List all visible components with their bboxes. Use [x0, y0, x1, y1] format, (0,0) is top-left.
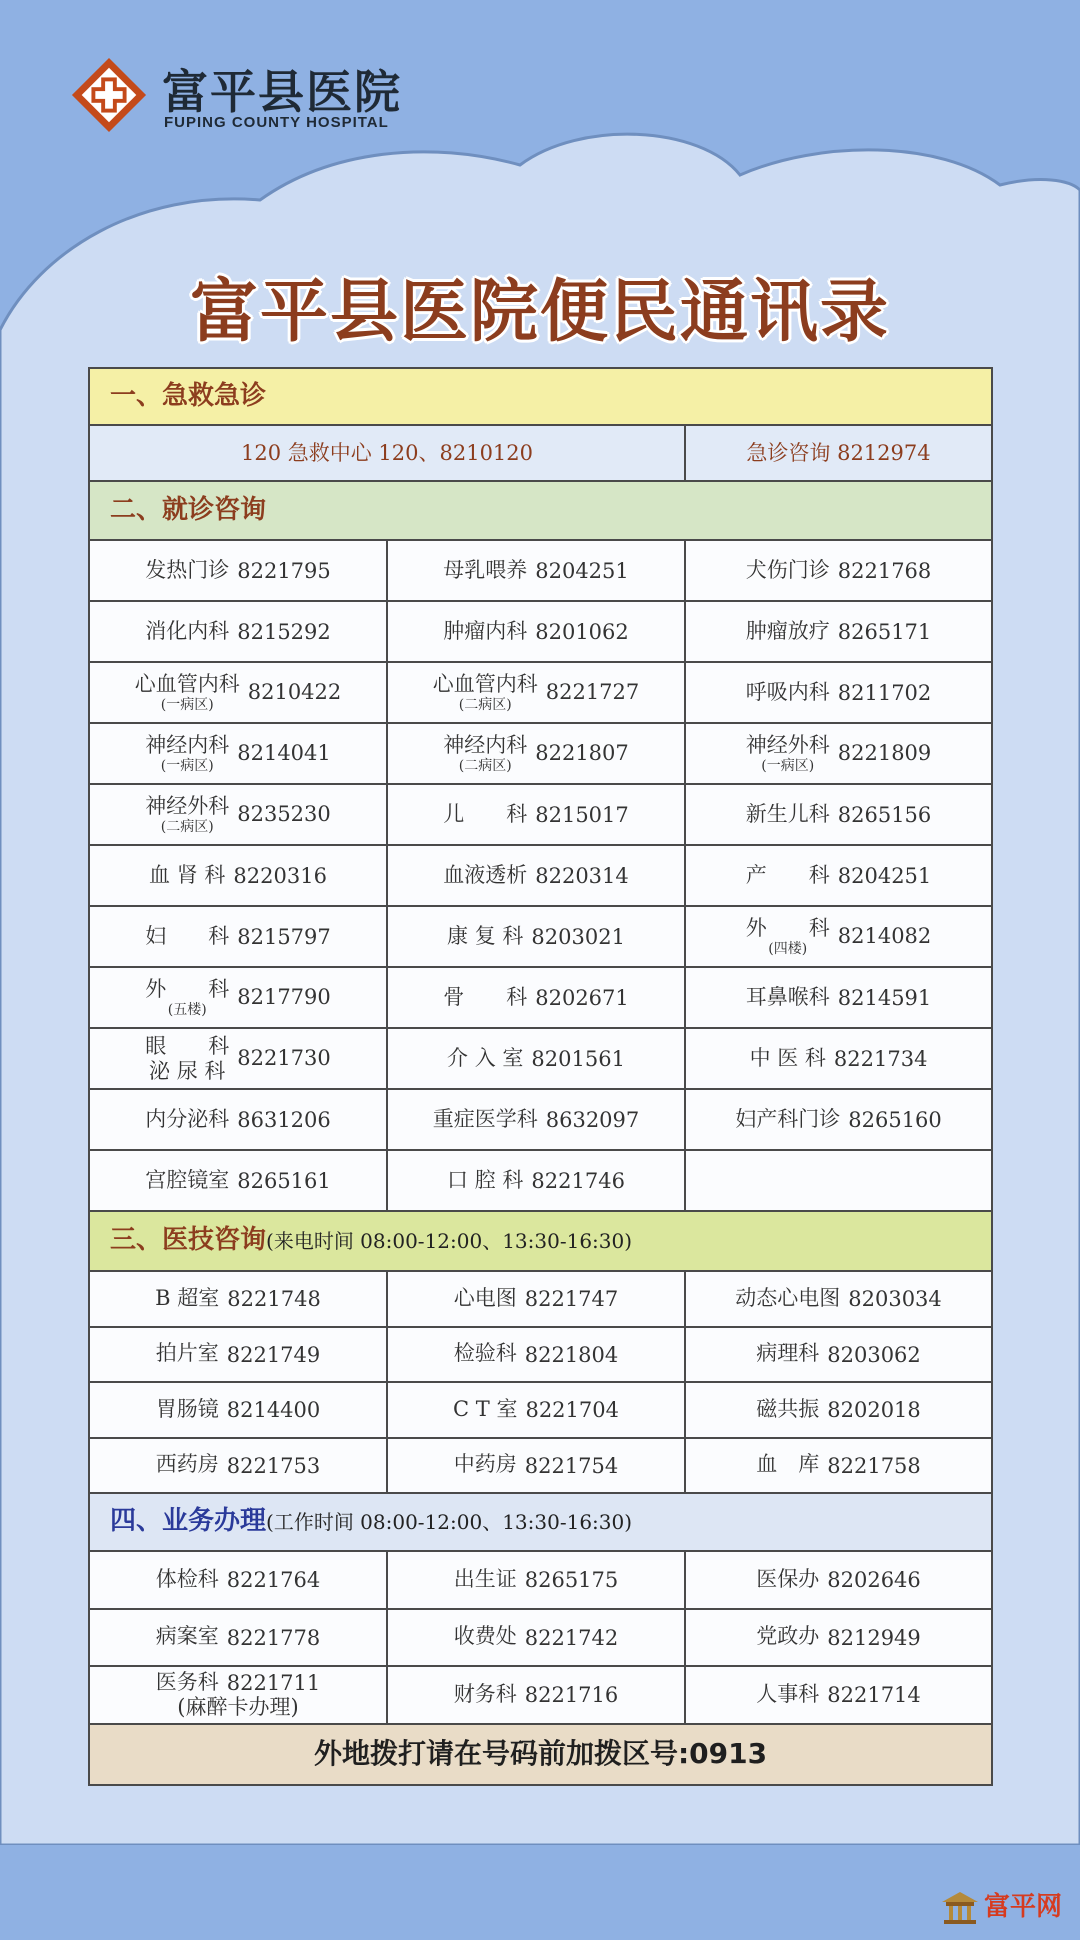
- contact-cell: [89, 601, 387, 662]
- table-row: [89, 906, 992, 967]
- contact-phone: 8221711: [226, 1671, 321, 1696]
- contact-cell: [387, 1327, 685, 1383]
- table-row: [89, 1551, 992, 1609]
- section-header-business: [89, 1493, 992, 1551]
- contact-name: 病案室: [155, 1624, 219, 1649]
- contact-cell: [685, 1382, 992, 1438]
- contact-name: 财务科: [453, 1681, 517, 1706]
- contact-phone: 8221704: [525, 1398, 619, 1423]
- contact-cell: [89, 1150, 387, 1211]
- contact-name: 血液透析: [443, 862, 528, 887]
- contact-cell: [387, 601, 685, 662]
- table-row: [89, 540, 992, 601]
- contact-cell: [387, 1438, 685, 1494]
- contact-cell: [685, 1551, 992, 1609]
- section-title-cell: [89, 1211, 992, 1271]
- contact-cell: [89, 723, 387, 784]
- contact-phone: 8221747: [524, 1287, 619, 1312]
- contact-name-stack: [145, 1034, 229, 1082]
- contact-phone: 8221749: [226, 1342, 321, 1367]
- contact-cell: [685, 540, 992, 601]
- contact-name: 神经外科: [745, 733, 830, 758]
- contact-name: 血 肾 科: [149, 862, 226, 887]
- table-row: [89, 1150, 992, 1211]
- hospital-name-cn: 富平县医院: [162, 65, 402, 119]
- contact-phone: 8214400: [226, 1398, 321, 1423]
- contact-phone: 8221768: [837, 559, 932, 584]
- contact-name: 宫腔镜室: [145, 1167, 230, 1192]
- contact-name: 康 复 科: [447, 923, 524, 948]
- contact-name: 外 科: [145, 977, 230, 1002]
- contact-phone: 8203021: [531, 925, 625, 950]
- contact-name: 医保办: [756, 1566, 820, 1591]
- contact-cell: [387, 662, 685, 723]
- emergency-row: [89, 425, 992, 481]
- contact-name: 医务科: [155, 1669, 219, 1694]
- contact-phone: 8202018: [827, 1398, 921, 1423]
- table-row: [89, 1438, 992, 1494]
- watermark-text: 富平网: [984, 1892, 1063, 1922]
- contact-cell: [89, 1089, 387, 1150]
- contact-name-stack: [145, 733, 229, 773]
- contact-name: 神经内科: [145, 733, 230, 758]
- contact-cell: [387, 1028, 685, 1089]
- table-row: [89, 1382, 992, 1438]
- section-title-cell: [89, 1493, 992, 1551]
- contact-name: 骨 科: [443, 984, 528, 1009]
- contact-ward: (一病区): [160, 757, 214, 774]
- table-row: [89, 1028, 992, 1089]
- section-title: 一、急救急诊: [110, 380, 267, 411]
- contact-name: 犬伤门诊: [745, 557, 830, 582]
- contact-phone: 8203062: [827, 1342, 921, 1367]
- contact-cell: [387, 1382, 685, 1438]
- section-header-consult: [89, 481, 992, 540]
- contact-phone: 8631206: [237, 1108, 331, 1133]
- table-row: [89, 723, 992, 784]
- contact-ward: (一病区): [761, 757, 815, 774]
- contact-name: 体检科: [155, 1566, 219, 1591]
- section-note: (工作时间 08:00-12:00、13:30-16:30): [266, 1510, 633, 1535]
- section-title: 四、业务办理: [110, 1506, 267, 1537]
- contact-name: 收费处: [453, 1624, 517, 1649]
- contact-cell: [685, 845, 992, 906]
- contact-note: (麻醉卡办理): [177, 1695, 299, 1720]
- footer-row: [89, 1724, 992, 1785]
- contact-phone: 8202646: [827, 1568, 921, 1593]
- emergency-cell: [89, 425, 685, 481]
- contact-cell: [89, 1551, 387, 1609]
- page-title: 富平县医院便民通讯录: [189, 272, 890, 352]
- contact-name: 消化内科: [145, 618, 230, 643]
- contact-phone: 8204251: [535, 559, 629, 584]
- table-row: [89, 967, 992, 1028]
- contact-phone: 8221748: [227, 1287, 321, 1312]
- hospital-logo: [70, 52, 410, 142]
- section-title: 二、就诊咨询: [110, 494, 267, 525]
- contact-phone: 8632097: [545, 1108, 640, 1133]
- contact-cell: [387, 906, 685, 967]
- red-cross-logo-icon: [70, 56, 148, 134]
- contact-phone: 8217790: [237, 985, 331, 1010]
- contact-cell: [685, 967, 992, 1028]
- contact-phone: 8221754: [524, 1453, 619, 1478]
- contact-name: 磁共振: [756, 1396, 820, 1421]
- contact-name: 中 医 科: [749, 1045, 826, 1070]
- contact-name-stack: [135, 672, 240, 712]
- contact-name: 妇产科门诊: [735, 1106, 841, 1131]
- contact-cell: [89, 845, 387, 906]
- contact-phone: 8201561: [531, 1047, 625, 1072]
- area-code-note: 外地拨打请在号码前加拨区号:0913: [313, 1736, 768, 1770]
- contact-phone: 8214082: [837, 924, 932, 949]
- contact-name-stack: [746, 733, 830, 773]
- contact-phone: 8221807: [535, 741, 629, 766]
- section-header-emergency: [89, 368, 992, 425]
- section-title: 三、医技咨询: [110, 1225, 267, 1256]
- contact-ward: (四楼): [768, 940, 808, 957]
- contact-cell: [685, 1609, 992, 1667]
- contact-name: 产 科: [745, 862, 830, 887]
- contact-cell: [685, 662, 992, 723]
- contact-name: 泌 尿 科: [149, 1058, 226, 1083]
- contact-cell: [387, 1271, 685, 1327]
- contact-cell: [89, 1028, 387, 1089]
- emergency-consult-phone: 急诊咨询 8212974: [746, 440, 931, 465]
- contact-cell: [387, 1609, 685, 1667]
- contact-phone: 8265171: [837, 620, 932, 645]
- contact-phone: 8221730: [237, 1046, 331, 1071]
- contact-name-stack: [443, 733, 527, 773]
- contact-name: 肿瘤内科: [443, 618, 528, 643]
- contact-cell: [387, 967, 685, 1028]
- section-title-cell: [89, 481, 992, 540]
- contact-cell: [685, 1089, 992, 1150]
- table-row: [89, 1327, 992, 1383]
- contact-cell: [89, 1438, 387, 1494]
- contact-cell: [89, 906, 387, 967]
- contact-name: 外 科: [745, 916, 830, 941]
- contact-ward: (五楼): [167, 1001, 207, 1018]
- contact-phone: 8214041: [237, 741, 331, 766]
- contact-phone: 8221742: [524, 1625, 619, 1650]
- contact-name: 重症医学科: [432, 1106, 538, 1131]
- contact-ward: (一病区): [160, 696, 214, 713]
- temple-icon: [940, 1890, 980, 1926]
- contact-cell: [89, 662, 387, 723]
- contact-name: 病理科: [756, 1341, 820, 1366]
- contact-phone: 8221795: [237, 559, 331, 584]
- contact-phone: 8215797: [237, 925, 331, 950]
- contact-name: 神经外科: [145, 794, 230, 819]
- section-title-cell: [89, 368, 992, 425]
- contact-cell: [685, 1666, 992, 1724]
- table-row: [89, 1666, 992, 1724]
- contact-name: 西药房: [155, 1452, 219, 1477]
- contact-name: 发热门诊: [145, 557, 230, 582]
- contact-ward: (二病区): [458, 757, 512, 774]
- contact-cell: [685, 1028, 992, 1089]
- contact-name: C T 室: [453, 1396, 518, 1421]
- contact-phone: 8204251: [837, 864, 932, 889]
- contact-cell: [89, 1271, 387, 1327]
- contact-phone: 8265161: [237, 1169, 331, 1194]
- contact-phone: 8221778: [226, 1625, 321, 1650]
- contact-name: 心血管内科: [134, 672, 240, 697]
- contact-phone: 8221758: [827, 1453, 921, 1478]
- table-row: [89, 784, 992, 845]
- emergency-cell: [685, 425, 992, 481]
- contact-phone: 8201062: [535, 620, 629, 645]
- contact-name-stack: [746, 916, 830, 956]
- contact-name: 耳鼻喉科: [745, 984, 830, 1009]
- contact-cell: [685, 601, 992, 662]
- contact-cell: [685, 1327, 992, 1383]
- contact-phone: 8221746: [531, 1169, 625, 1194]
- contact-name: 人事科: [756, 1681, 820, 1706]
- contact-name: 检验科: [453, 1341, 517, 1366]
- contact-phone: 8221804: [524, 1342, 619, 1367]
- contact-name: 胃肠镜: [155, 1396, 219, 1421]
- contact-directory: [88, 367, 993, 1786]
- contact-cell: [89, 967, 387, 1028]
- contact-name: 眼 科: [145, 1034, 230, 1059]
- hospital-name-en: FUPING COUNTY HOSPITAL: [164, 114, 389, 131]
- section-note: (来电时间 08:00-12:00、13:30-16:30): [266, 1229, 633, 1254]
- contact-phone: 8221734: [833, 1047, 928, 1072]
- emergency-center-phone: 120 急救中心 120、8210120: [240, 440, 534, 465]
- contact-phone: 8265160: [848, 1108, 942, 1133]
- table-row: [89, 662, 992, 723]
- contact-cell: [685, 723, 992, 784]
- contact-name: 妇 科: [145, 923, 230, 948]
- contact-name: 神经内科: [443, 733, 528, 758]
- contact-phone: 8212949: [827, 1625, 921, 1650]
- table-row: [89, 845, 992, 906]
- contact-phone: 8221727: [545, 680, 640, 705]
- contact-name-stack: [145, 794, 229, 834]
- contact-cell: [89, 1609, 387, 1667]
- contact-phone: 8220316: [233, 864, 327, 889]
- contact-phone: 8265175: [524, 1568, 619, 1593]
- table-row: [89, 1609, 992, 1667]
- contact-name: B 超室: [155, 1285, 220, 1310]
- contact-cell: [89, 1382, 387, 1438]
- contact-name: 肿瘤放疗: [745, 618, 830, 643]
- contact-phone: 8214591: [837, 986, 932, 1011]
- contact-phone: 8203034: [848, 1287, 942, 1312]
- contact-phone: 8211702: [837, 681, 932, 706]
- contact-cell: [685, 1150, 992, 1211]
- contact-cell: [685, 1271, 992, 1327]
- contact-name: 介 入 室: [447, 1045, 524, 1070]
- contact-name: 内分泌科: [145, 1106, 230, 1131]
- contact-name-stack: [433, 672, 538, 712]
- table-row: [89, 601, 992, 662]
- contact-cell: [685, 906, 992, 967]
- contact-cell: [89, 1666, 387, 1724]
- contact-name: 心电图: [453, 1285, 517, 1310]
- contact-name: 口 腔 科: [447, 1167, 524, 1192]
- contact-name-stack: [145, 977, 229, 1017]
- contact-name: 党政办: [756, 1624, 820, 1649]
- table-row: [89, 1089, 992, 1150]
- contact-cell: [387, 784, 685, 845]
- contact-phone: 8221809: [837, 741, 932, 766]
- contact-cell: [89, 784, 387, 845]
- contact-name: 出生证: [453, 1566, 517, 1591]
- contact-name: 拍片室: [155, 1341, 219, 1366]
- contact-phone: 8265156: [837, 803, 932, 828]
- contact-name: 心血管内科: [432, 672, 538, 697]
- table-row: [89, 1271, 992, 1327]
- contact-name: 中药房: [453, 1452, 517, 1477]
- section-header-tech: [89, 1211, 992, 1271]
- contact-phone: 8221714: [827, 1683, 921, 1708]
- contact-cell: [387, 1089, 685, 1150]
- contact-name: 动态心电图: [735, 1285, 841, 1310]
- contact-phone: 8215017: [535, 803, 629, 828]
- contact-cell: [387, 1666, 685, 1724]
- contact-ward: (二病区): [160, 818, 214, 835]
- contact-cell: [387, 723, 685, 784]
- contact-name: 母乳喂养: [443, 557, 528, 582]
- contact-phone: 8235230: [237, 802, 331, 827]
- contact-phone: 8220314: [535, 864, 629, 889]
- contact-cell: [685, 784, 992, 845]
- contact-ward: (二病区): [458, 696, 512, 713]
- contact-cell: [685, 1438, 992, 1494]
- contact-cell: [387, 1551, 685, 1609]
- contact-phone: 8221764: [226, 1568, 321, 1593]
- contact-cell: [89, 1327, 387, 1383]
- contact-phone: 8202671: [535, 986, 629, 1011]
- contact-phone: 8221716: [524, 1683, 619, 1708]
- contact-name: 儿 科: [443, 801, 528, 826]
- contact-cell: [387, 540, 685, 601]
- contact-cell: [89, 540, 387, 601]
- contact-phone: 8221753: [226, 1453, 321, 1478]
- contact-phone: 8210422: [247, 680, 342, 705]
- contact-name: 血 库: [756, 1452, 820, 1477]
- contact-phone: 8215292: [237, 620, 331, 645]
- contact-cell: [387, 1150, 685, 1211]
- contact-cell: [387, 845, 685, 906]
- site-watermark: [940, 1886, 1068, 1930]
- footer-cell: [89, 1724, 992, 1785]
- contact-name: 新生儿科: [745, 801, 830, 826]
- contact-name: 呼吸内科: [745, 679, 830, 704]
